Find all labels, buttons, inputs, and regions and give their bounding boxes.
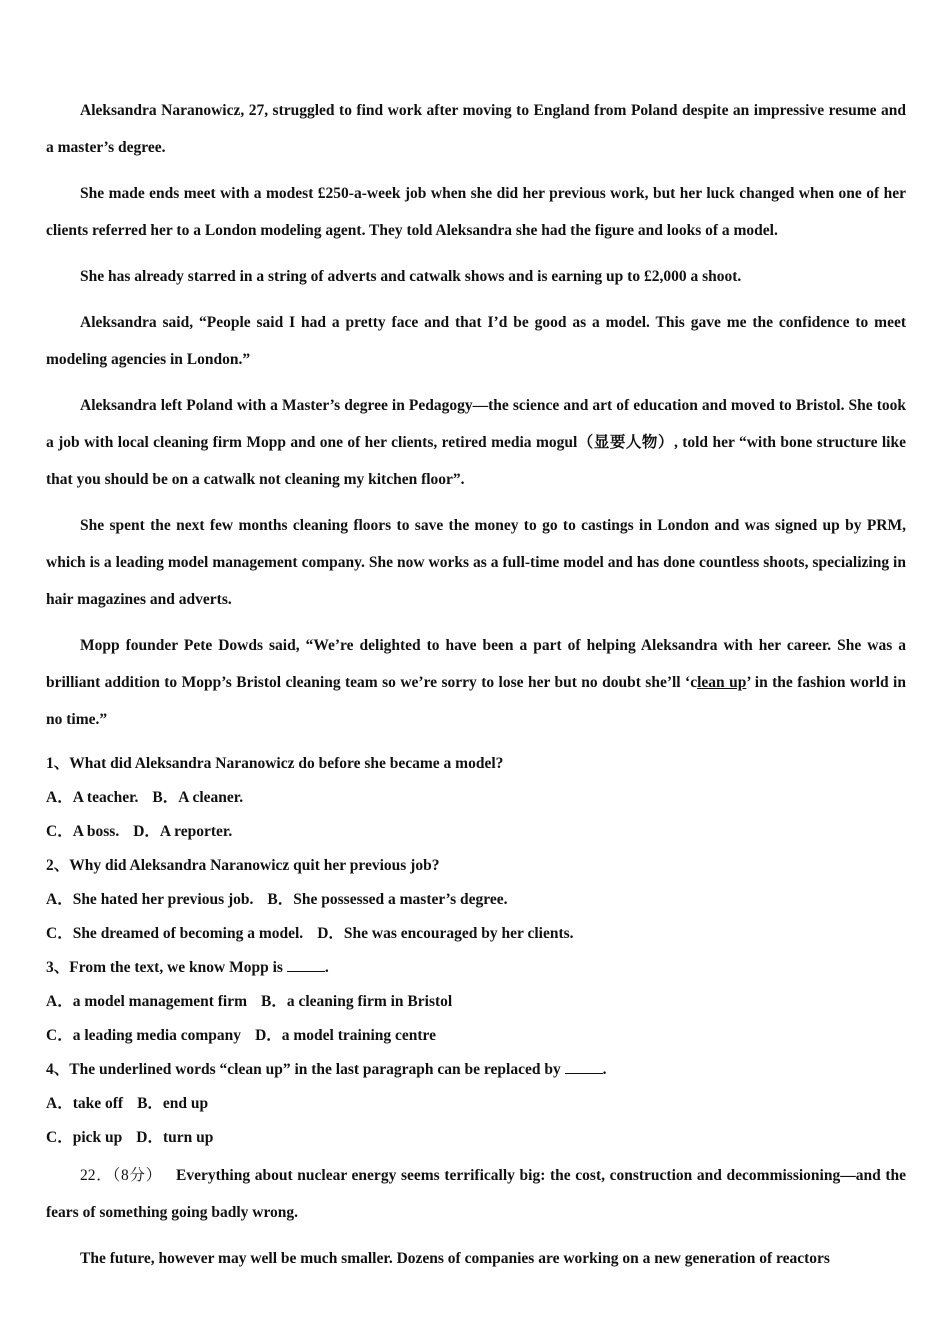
passage-paragraph-2: She made ends meet with a modest £250-a-week job when she did her previous work, but her luck changed when one of her clients referred her to a London modeling agent. They told Aleksandra she had the figure and looks of a model. [46,185,906,239]
answer-blank [287,958,325,972]
question-3-options-row-2 [46,1019,906,1053]
option-d[interactable]: D．a model training centre [255,1027,437,1044]
option-c[interactable]: C．pick up [46,1129,123,1146]
next-passage-paragraph-1 [46,1157,906,1231]
paragraph-7-text-after: ’ in the fashion world in no time.” [46,674,906,728]
option-c[interactable]: C．She dreamed of becoming a model. [46,925,304,942]
next-passage-paragraph-2: The future, however may well be much smaller. Dozens of companies are working on a new generation of reactors [80,1250,830,1267]
passage-paragraph-4: Aleksandra said, “People said I had a pretty face and that I’d be good as a model. This gave me the confidence to meet modeling agencies in London.” [46,314,906,368]
passage-paragraph-1: Aleksandra Naranowicz, 27, struggled to find work after moving to England from Poland despite an impressive resume and a master’s degree. [46,102,906,156]
question-4-options-row-2 [46,1121,906,1155]
question-3-stem [46,951,906,985]
question-1-options-row-1 [46,781,906,815]
question-3-options-row-1 [46,985,906,1019]
option-b[interactable]: B．a cleaning firm in Bristol [261,993,453,1010]
next-passage-text-1: Everything about nuclear energy seems terrifically big: the cost, construction and decommissioning—and the fears of something going badly wrong. [46,1167,906,1221]
question-2-stem: 2、Why did Aleksandra Naranowicz quit her previous job? [46,857,440,874]
passage-paragraph-5: Aleksandra left Poland with a Master’s degree in Pedagogy—the science and art of education and moved to Bristol. She took a job with local cleaning firm Mopp and one of her clients, retired media mogul（显要人物）, told her “with bone structure like that you should be on a catwalk not cleaning my kitchen floor”. [46,397,906,488]
question-4-stem-text: 4、The underlined words “clean up” in the last paragraph can be replaced by [46,1061,565,1078]
question-2-options-row-2 [46,917,906,951]
question-2-options-row-1 [46,883,906,917]
paragraph-7-text-before: Mopp founder Pete Dowds said, “We’re delighted to have been a part of helping Aleksandra with her career. She was a brilliant addition to Mopp’s Bristol cleaning team so we’re sorry to lose her but no doubt she’ll ‘c [46,637,906,691]
passage-paragraph-3: She has already starred in a string of adverts and catwalk shows and is earning up to £2,000 a shoot. [80,268,742,285]
option-a[interactable]: A．take off [46,1095,124,1112]
question-3-stem-end: . [324,959,329,976]
question-4-stem-end: . [602,1061,607,1078]
option-b[interactable]: B．A cleaner. [152,789,244,806]
option-d[interactable]: D．turn up [136,1129,214,1146]
question-4-stem [46,1053,906,1087]
question-number-label: 22．（8分） [80,1167,163,1184]
option-b[interactable]: B．She possessed a master’s degree. [267,891,508,908]
option-d[interactable]: D．A reporter. [133,823,233,840]
option-c[interactable]: C．a leading media company [46,1027,242,1044]
question-4-options-row-1 [46,1087,906,1121]
option-d[interactable]: D．She was encouraged by her clients. [317,925,574,942]
passage-paragraph-7 [46,627,906,738]
question-1-stem: 1、What did Aleksandra Naranowicz do before she became a model? [46,755,504,772]
underlined-words: lean up [697,674,747,691]
answer-blank [565,1060,603,1074]
option-c[interactable]: C．A boss. [46,823,120,840]
question-1-options-row-2 [46,815,906,849]
document-page [46,92,906,1286]
option-b[interactable]: B．end up [137,1095,209,1112]
option-a[interactable]: A．A teacher. [46,789,139,806]
option-a[interactable]: A．a model management firm [46,993,248,1010]
question-3-stem-text: 3、From the text, we know Mopp is [46,959,287,976]
option-a[interactable]: A．She hated her previous job. [46,891,254,908]
passage-paragraph-6: She spent the next few months cleaning floors to save the money to go to castings in London and was signed up by PRM, which is a leading model management company. She now works as a full-time model and has done countless shoots, specializing in hair magazines and adverts. [46,517,906,608]
